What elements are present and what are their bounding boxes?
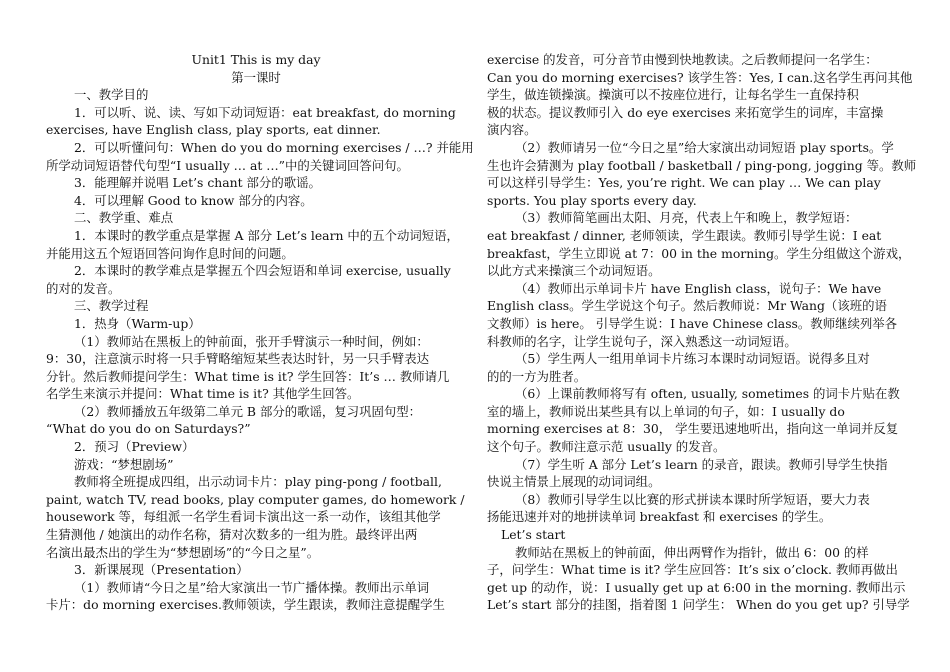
text-line: （1）教师请“今日之星”给大家演出一节广播体操。教师出示单词 <box>74 579 430 595</box>
text-line: 所学动词短语替代句型“I usually … at …”中的关键词回答问句。 <box>46 157 409 173</box>
text-line: exercise 的发音，可分音节由慢到快地教读。之后教师提问一名学生： <box>487 52 878 67</box>
text-line: 生也许会猜测为 play football / basketball / ping-pong, jogging 等。教师 <box>487 157 917 173</box>
text-line: 9：30，注意演示时将一只手臂略缩短某些表达时针，另一只手臂表达 <box>46 351 429 367</box>
text-line: 子，问学生：What time is it? 学生应回答：It’s six o’clock. 教师再做出 <box>487 562 898 578</box>
document-title: Unit1 This is my day <box>191 52 321 67</box>
text-line: get up 的动作，说：I usually get up at 6:00 in the morning. 教师出示 <box>487 579 906 595</box>
left-column <box>46 51 474 614</box>
text-line: 科教师的名字，让学生说句子，深入熟悉这一动词短语。 <box>487 333 797 349</box>
text-line: 1．可以听、说、读、写如下动词短语：eat breakfast, do morning <box>74 104 456 120</box>
text-line: 学生，做连锁操演。操演可以不按座位进行，让每名学生一直保持积 <box>487 87 859 103</box>
text-line: 室的墙上，教师说出某些具有以上单词的句子，如：I usually do <box>487 403 845 419</box>
text-line: 的的一方为胜者。 <box>487 368 587 384</box>
text-line: 这个句子。教师注意示范 usually 的发音。 <box>487 439 726 455</box>
text-line: （8）教师引导学生以比赛的形式拼读本课时所学短语，要大力表 <box>515 491 870 507</box>
text-line: paint, watch TV, read books, play computer games, do homework / <box>46 491 465 507</box>
text-line: 演内容。 <box>487 122 537 138</box>
text-line: 1．热身（Warm-up） <box>74 315 201 331</box>
text-line: 2．可以听懂问句：When do you do morning exercises / …? 并能用 <box>74 139 474 155</box>
text-line: 二、教学重、难点 <box>74 210 174 226</box>
text-line: 名演出最杰出的学生为“梦想剧场”的“今日之星”。 <box>46 544 320 560</box>
text-line: （7）学生听 A 部分 Let’s learn 的录音，跟读。教师引导学生快指 <box>515 456 888 472</box>
text-line: housework 等，每组派一名学生看词卡演出这一系一动作，该组其他学 <box>46 509 441 525</box>
text-line: 3．新课展现（Presentation） <box>74 562 249 578</box>
text-line: （1）教师站在黑板上的钟前面，张开手臂演示一种时间，例如： <box>74 333 429 349</box>
text-line: 1．本课时的教学重点是掌握 A 部分 Let’s learn 中的五个动词短语， <box>74 227 459 243</box>
text-line: 2．本课时的教学难点是掌握五个四会短语和单词 exercise, usually <box>74 263 451 279</box>
right-text-block <box>487 51 917 614</box>
text-line: Let’s start <box>501 527 566 543</box>
text-line: （2）教师请另一位“今日之星”给大家演出动词短语 play sports。学 <box>515 139 894 155</box>
text-line: 并能用这五个短语回答问询作息时间的问题。 <box>46 245 294 261</box>
text-line: 4．可以理解 Good to know 部分的内容。 <box>74 192 313 208</box>
text-line: morning exercises at 8：30， 学生要迅速地听出，指向这一单词并反复 <box>487 421 899 437</box>
text-line: 3．能理解并说唱 Let’s chant 部分的歌谣。 <box>74 175 321 191</box>
text-line: （6）上课前教师将写有 often, usually, sometimes 的词卡片贴在教 <box>515 386 900 402</box>
text-line: 游戏：“梦想剧场” <box>74 456 174 472</box>
document-subtitle: 第一课时 <box>231 69 281 85</box>
text-line: 2．预习（Preview） <box>74 439 195 455</box>
text-line: 可以这样引导学生：Yes, you’re right. We can play … We can play <box>487 175 881 191</box>
text-line: breakfast，学生立即说 at 7：00 in the morning。学生分组做这个游戏， <box>487 245 911 261</box>
left-text-block <box>46 86 474 614</box>
text-line: （5）学生两人一组用单词卡片练习本课时动词短语。说得多且对 <box>515 351 870 367</box>
text-line: 分针。然后教师提问学生：What time is it? 学生回答：It’s … 教师请几 <box>46 368 450 384</box>
text-line: 卡片：do morning exercises.教师领读，学生跟读，教师注意提醒学生 <box>46 597 445 613</box>
text-line: 一、教学目的 <box>74 87 149 103</box>
text-line: 扬能迅速并对的地拼读单词 breakfast 和 exercises 的学生。 <box>487 509 832 525</box>
text-line: 快说主情景上展现的动词词组。 <box>487 474 661 490</box>
text-line: （2）教师播放五年级第二单元 B 部分的歌谣，复习巩固句型： <box>74 403 422 419</box>
text-line: Can you do morning exercises? 该学生答：Yes, I can.这名学生再问其他 <box>487 69 913 85</box>
text-line: “What do you do on Saturdays?” <box>46 421 251 437</box>
text-line: 教师将全班提成四组，出示动词卡片：play ping-pong / football, <box>74 474 442 490</box>
text-line: exercises, have English class, play sports, eat dinner. <box>46 122 381 138</box>
text-line: 文教师）is here。 引导学生说：I have Chinese class。教师继续列举各 <box>487 315 898 331</box>
right-column <box>487 51 917 614</box>
text-line: （3）教师简笔画出太阳、月亮，代表上午和晚上，教学短语： <box>515 210 858 226</box>
text-line: 极的状态。提议教师引入 do eye exercises 来拓宽学生的词库，丰富操 <box>487 104 884 120</box>
text-line: sports. You play sports every day. <box>487 192 697 208</box>
text-line: 三、教学过程 <box>74 298 149 314</box>
text-line: eat breakfast / dinner, 老师领读，学生跟读。教师引导学生说：I eat <box>487 227 882 243</box>
text-line: 的对的发音。 <box>46 280 121 296</box>
text-line: English class。学生学说这个句子。然后教师说：Mr Wang（该班的语 <box>487 298 887 314</box>
text-line: 名学生来演示并提问：What time is it? 其他学生回答。 <box>46 386 360 402</box>
text-line: 以此方式来操演三个动词短语。 <box>487 263 661 279</box>
text-line: Let’s start 部分的挂图，指着图 1 问学生： When do you get up? 引导学 <box>487 597 910 613</box>
text-line: 生猜测他 / 她演出的动作名称，猜对次数多的一组为胜。最终评出两 <box>46 527 418 543</box>
text-line: （4）教师出示单词卡片 have English class，说句子：We have <box>515 280 882 296</box>
text-line: 教师站在黑板上的钟前面，伸出两臂作为指针，做出 6：00 的样 <box>515 544 869 560</box>
